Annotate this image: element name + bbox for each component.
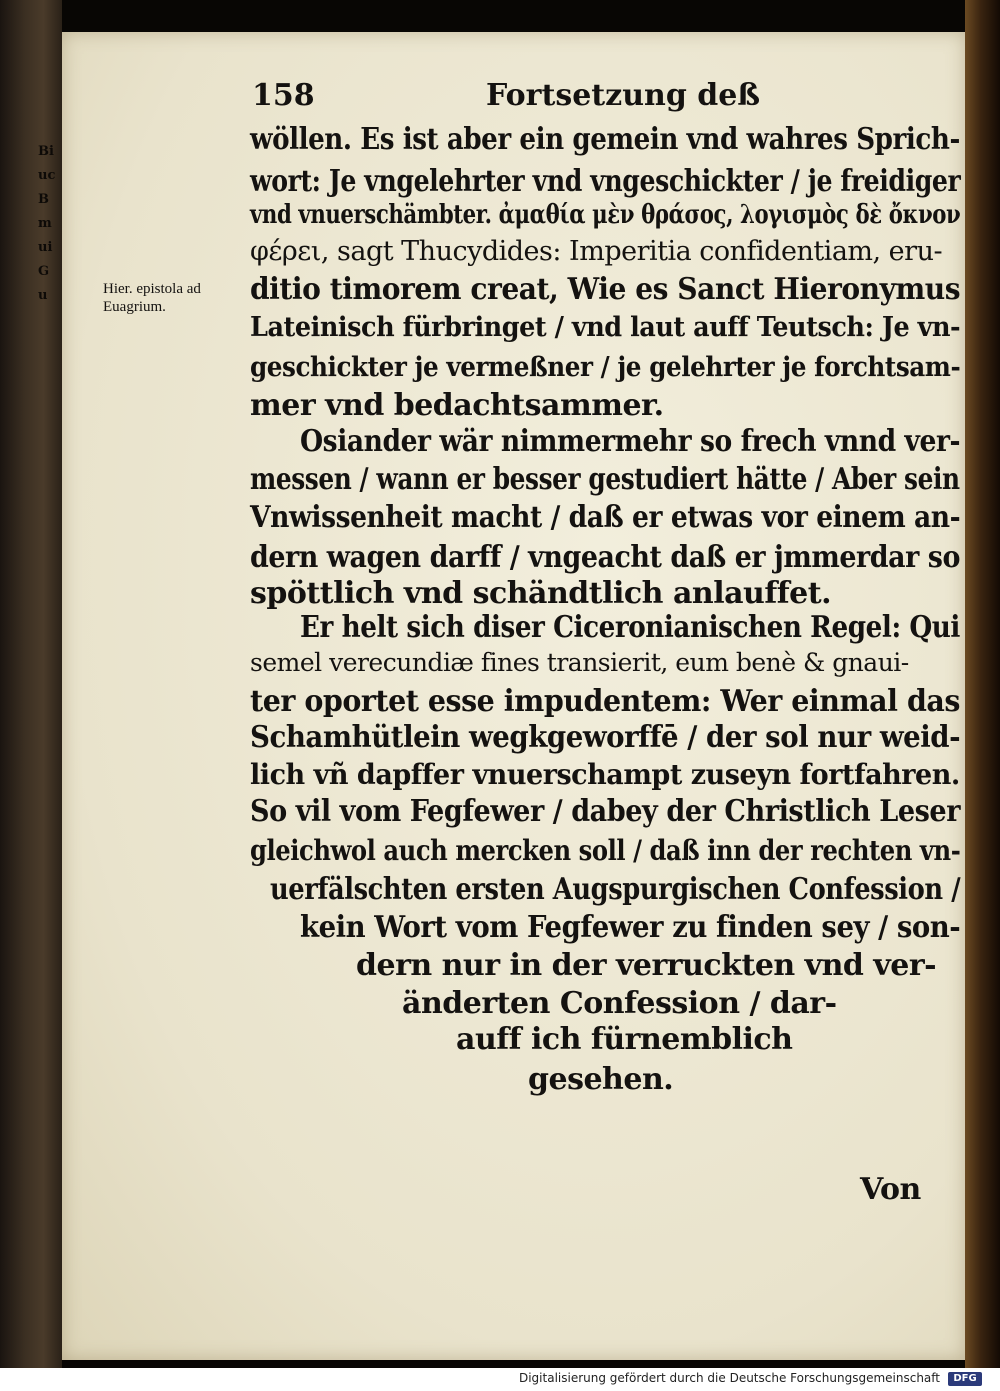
text-line: dern wagen darff / vngeacht daß er jmmerdar so	[250, 540, 960, 575]
text-line: ditio timorem creat, Wie es Sanct Hieronymus	[250, 272, 961, 307]
catchword: Von	[860, 1172, 921, 1207]
text-line: Lateinisch fürbringet / vnd laut auff Teutsch: Je vn-	[250, 312, 961, 343]
margin-note-line-2: Euagrium.	[103, 299, 166, 315]
text-line: gesehen.	[528, 1062, 674, 1097]
text-line: Er helt sich diser Ciceronianischen Regel: Qui	[300, 610, 960, 645]
text-line: gleichwol auch mercken soll / daß inn der rechten vn-	[250, 834, 961, 867]
text-line: φέρει, sagt Thucydides: Imperitia confidentiam, eru-	[250, 236, 943, 267]
text-line: wöllen. Es ist aber ein gemein vnd wahres Sprich-	[250, 122, 960, 157]
text-line: kein Wort vom Fegfewer zu finden sey / son-	[300, 910, 961, 945]
text-line: ter oportet esse impudentem: Wer einmal das	[250, 684, 960, 719]
running-head: Fortsetzung deß	[486, 78, 761, 113]
text-line: mer vnd bedachtsammer.	[250, 388, 664, 423]
margin-note-line-1: Hier. epistola ad	[103, 281, 201, 297]
text-line: wort: Je vngelehrter vnd vngeschickter / je freidiger	[250, 164, 961, 199]
text-line: So vil vom Fegfewer / dabey der Christlich Leser	[250, 794, 961, 829]
footer-credit: Digitalisierung gefördert durch die Deutsche Forschungsgemeinschaft	[518, 1371, 940, 1385]
text-line: auff ich fürnemblich	[456, 1022, 793, 1057]
dfg-logo: DFG	[948, 1372, 982, 1386]
text-line: messen / wann er besser gestudiert hätte / Aber sein	[250, 462, 960, 497]
text-line: geschickter je vermeßner / je gelehrter je forchtsam-	[250, 352, 961, 383]
facing-page-edge	[0, 0, 62, 1368]
book-edge	[965, 0, 1000, 1368]
facing-page-text: Bi uc B m ui G u	[38, 144, 56, 303]
text-line: semel verecundiæ fines transierit, eum benè & gnaui-	[250, 648, 909, 677]
text-line: Schamhütlein wegkgeworffē / der sol nur weid-	[250, 720, 961, 755]
text-line: dern nur in der verruckten vnd ver-	[356, 948, 937, 983]
text-line: änderten Confession / dar-	[402, 986, 837, 1021]
text-line: uerfälschten ersten Augspurgischen Confession /	[270, 872, 961, 907]
text-line: Vnwissenheit macht / daß er etwas vor einem an-	[250, 500, 961, 535]
text-line: spöttlich vnd schändtlich anlauffet.	[250, 576, 832, 611]
text-line: vnd vnuerschämbter. ἀμαθία μὲν θράσος, λογισμὸς δὲ ὄκνον	[250, 200, 961, 230]
text-line: Osiander wär nimmermehr so frech vnnd ver-	[300, 424, 961, 459]
page-number: 158	[252, 78, 315, 113]
text-line: lich vñ dapffer vnuerschampt zuseyn fortfahren.	[250, 758, 960, 791]
